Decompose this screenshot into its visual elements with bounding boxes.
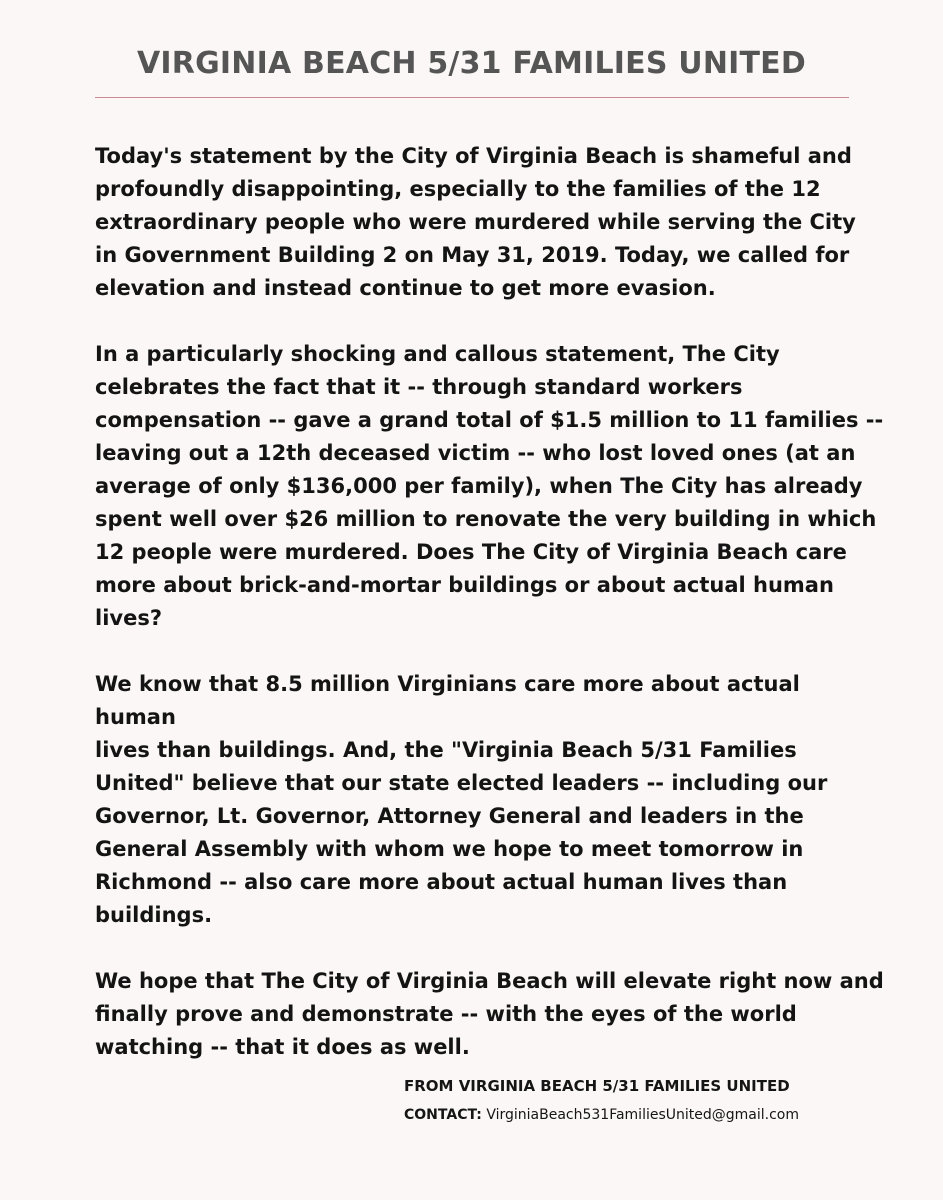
footer-from-line: FROM VIRGINIA BEACH 5/31 FAMILIES UNITED <box>404 1077 790 1095</box>
title-divider <box>95 97 849 98</box>
contact-email[interactable]: VirginiaBeach531FamiliesUnited@gmail.com <box>486 1107 799 1123</box>
statement-paragraph-1: Today's statement by the City of Virginia Beach is shameful and profoundly disappointing, especially to the families of the 12 extraordinary people who were murdered while serving the City in Government Building 2 on May 31, 2019. Today, we called for elevation and instead continue to get more evasion. <box>95 144 856 300</box>
statement-paragraph-2: In a particularly shocking and callous statement, The City celebrates the fact that it -- through standard workers compensation -- gave a grand total of $1.5 million to 11 families -- leaving out a 12th deceased victim -- who lost loved ones (at an average of only $136,000 per family), when The City has already spent well over $26 million to renovate the very building in which 12 people were murdered. Does The City of Virginia Beach care more about brick-and-mortar buildings or about actual human lives? <box>95 342 884 630</box>
contact-label: CONTACT: <box>404 1107 482 1123</box>
statement-paragraph-4: We hope that The City of Virginia Beach will elevate right now and finally prove and demonstrate -- with the eyes of the world watching -- that it does as well. <box>95 969 884 1059</box>
document-title: VIRGINIA BEACH 5/31 FAMILIES UNITED <box>137 46 806 81</box>
statement-paragraph-3: We know that 8.5 million Virginians care more about actual human lives than buildings. And, the "Virginia Beach 5/31 Families United" believe that our state elected leaders -- including our Governor, Lt. Governor, Attorney General and leaders in the General Assembly with whom we hope to meet tomorrow in Richmond -- also care more about actual human lives than buildings. <box>95 672 828 927</box>
statement-body <box>95 140 885 1097</box>
footer-contact-line <box>404 1104 799 1126</box>
